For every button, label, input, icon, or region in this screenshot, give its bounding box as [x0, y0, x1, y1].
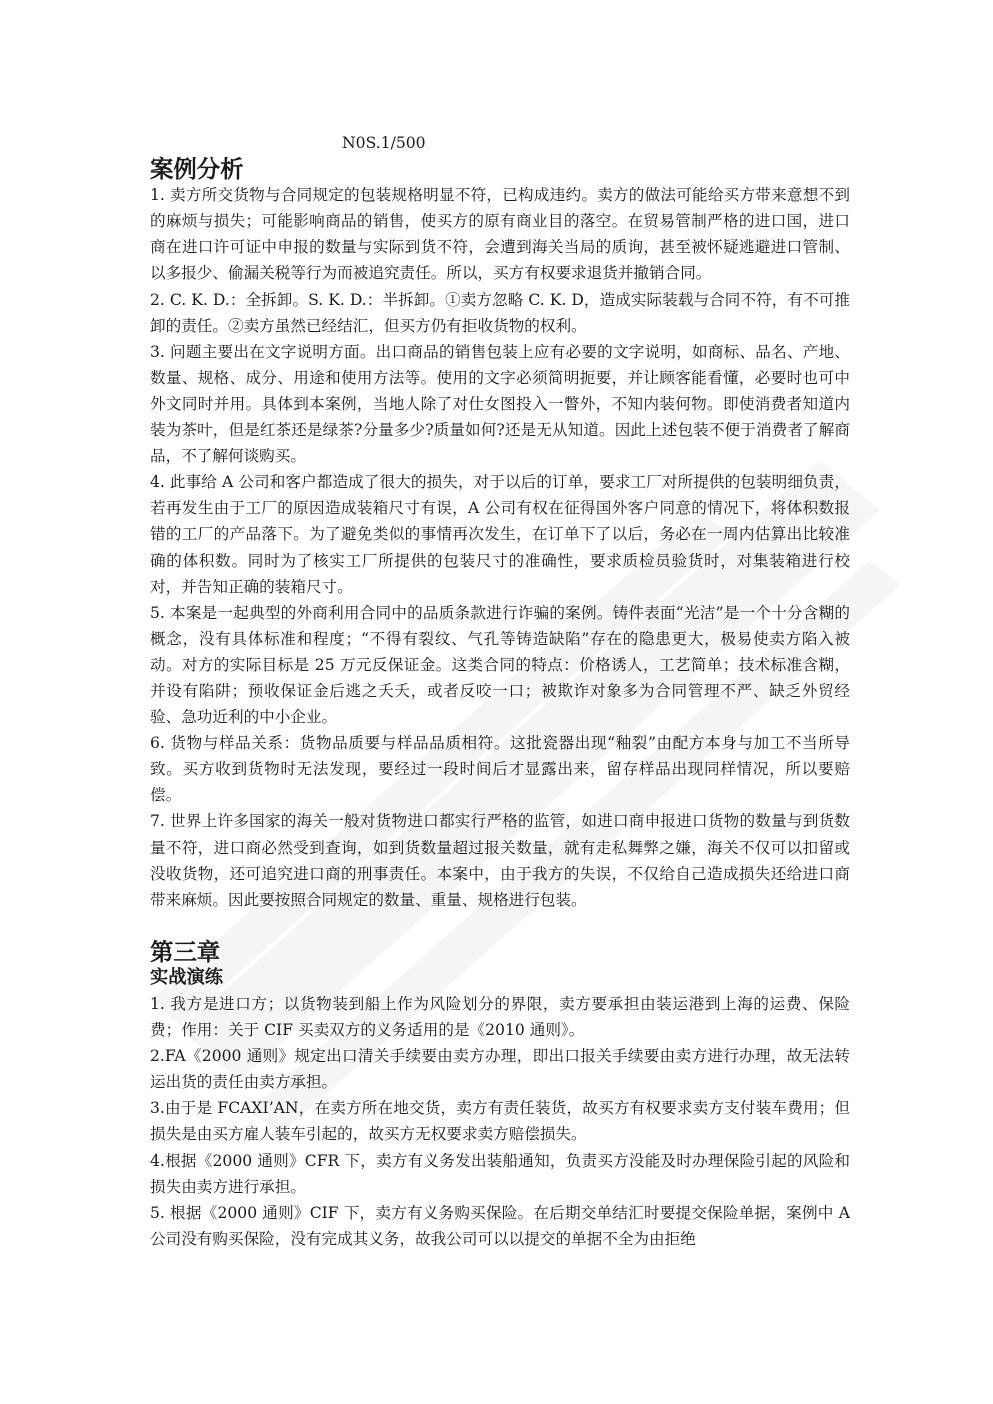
section-heading-case-analysis: 案例分析: [150, 155, 244, 184]
practice-paragraph-1: 1. 我方是进口方；以货物装到船上作为风险划分的界限，卖方要承担由装运港到上海的运费、保险费；作用：关于 CIF 买卖双方的义务适用的是《2010 通则》。: [150, 995, 850, 1040]
practice-paragraph-4: 4.根据《2000 通则》CFR 下，卖方有义务发出装船通知，负责买方没能及时办理保险引起的风险和损失由卖方进行承担。: [150, 1151, 850, 1196]
chapter-heading: 第三章: [150, 937, 221, 966]
case-paragraph-1: 1. 卖方所交货物与合同规定的包装规格明显不符，已构成违约。卖方的做法可能给买方带来意想不到的麻烦与损失；可能影响商品的销售，使买方的原有商业目的落空。在贸易管制严格的进口国，进口商在进口许可证中申报的数量与实际到货不符，会遭到海关当局的质询，甚至被怀疑逃避进口管制、以多报少、偷漏关税等行为而被追究责任。所以，买方有权要求退货并撤销合同。: [150, 186, 850, 283]
case-paragraph-7: 7. 世界上许多国家的海关一般对货物进口都实行严格的监管，如进口商申报进口货物的数量与到货数量不符，进口商必然受到查询，如到货数量超过报关数量，就有走私舞弊之嫌，海关不仅可以扣留或没收货物，还可追究进口商的刑事责任。本案中，由于我方的失误，不仅给自己造成损失还给进口商带来麻烦。因此要按照合同规定的数量、重量、规格进行包装。: [150, 812, 850, 909]
case-paragraph-4: 4. 此事给 A 公司和客户都造成了很大的损失，对于以后的订单，要求工厂对所提供的包装明细负责，若再发生由于工厂的原因造成装箱尺寸有误，A 公司有权在征得国外客户同意的情况下，将体积数报错的工厂的产品落下。为了避免类似的事情再次发生，在订单下了以后，务必在一周内估算出比较准确的体积数。同时为了核实工厂所提供的包装尺寸的准确性，要求质检员验货时，对集装箱进行校对，并告知正确的装箱尺寸。: [150, 473, 850, 596]
practice-paragraph-3: 3.由于是 FCAXI’AN，在卖方所在地交货，卖方有责任装货，故买方有权要求卖方支付装车费用；但损失是由买方雇人装车引起的，故买方无权要求卖方赔偿损失。: [150, 1099, 850, 1144]
case-paragraph-2: 2. C. K. D.：全拆卸。S. K. D.：半拆卸。①卖方忽略 C. K. D，造成实际装载与合同不符，有不可推卸的责任。②卖方虽然已经结汇，但买方仍有拒收货物的权利。: [150, 290, 850, 335]
case-paragraph-6: 6. 货物与样品关系：货物品质要与样品品质相符。这批瓷器出现“釉裂”由配方本身与加工不当所导致。买方收到货物时无法发现，要经过一段时间后才显露出来，留存样品出现同样情况，所以要赔偿。: [150, 734, 850, 805]
doc-code: N0S.1/500: [342, 134, 426, 152]
section-gap: [150, 913, 850, 939]
practice-paragraph-2: 2.FA《2000 通则》规定出口清关手续要由卖方办理，即出口报关手续要由卖方进行办理，故无法转运出货的责任由卖方承担。: [150, 1047, 850, 1092]
document-page: [150, 130, 850, 1252]
case-paragraph-5: 5. 本案是一起典型的外商利用合同中的品质条款进行诈骗的案例。铸件表面“光洁”是一个十分含糊的概念，没有具体标准和程度；“不得有裂纹、气孔等铸造缺陷”存在的隐患更大，极易使卖方陷入被动。对方的实际目标是 25 万元反保证金。这类合同的特点：价格诱人，工艺简单；技术标准含糊，并设有陷阱；预收保证金后逃之夭夭，或者反咬一口；被欺诈对象多为合同管理不严、缺乏外贸经验、急功近利的中小企业。: [150, 603, 850, 727]
practice-paragraph-5: 5. 根据《2000 通则》CIF 下，卖方有义务购买保险。在后期交单结汇时要提交保险单据，案例中 A 公司没有购买保险，没有完成其义务，故我公司可以以提交的单据不全为由拒绝: [150, 1203, 850, 1248]
case-paragraph-3: 3. 问题主要出在文字说明方面。出口商品的销售包装上应有必要的文字说明，如商标、品名、产地、数量、规格、成分、用途和使用方法等。使用的文字必须简明扼要，并让顾客能看懂，必要时也可中外文同时并用。具体到本案例，当地人除了对仕女图投入一瞥外，不知内装何物。即使消费者知道内装为茶叶，但是红茶还是绿茶?分量多少?质量如何?还是无从知道。因此上述包装不便于消费者了解商品，不了解何谈购买。: [150, 342, 850, 466]
section-heading-practice: 实战演练: [150, 966, 223, 988]
